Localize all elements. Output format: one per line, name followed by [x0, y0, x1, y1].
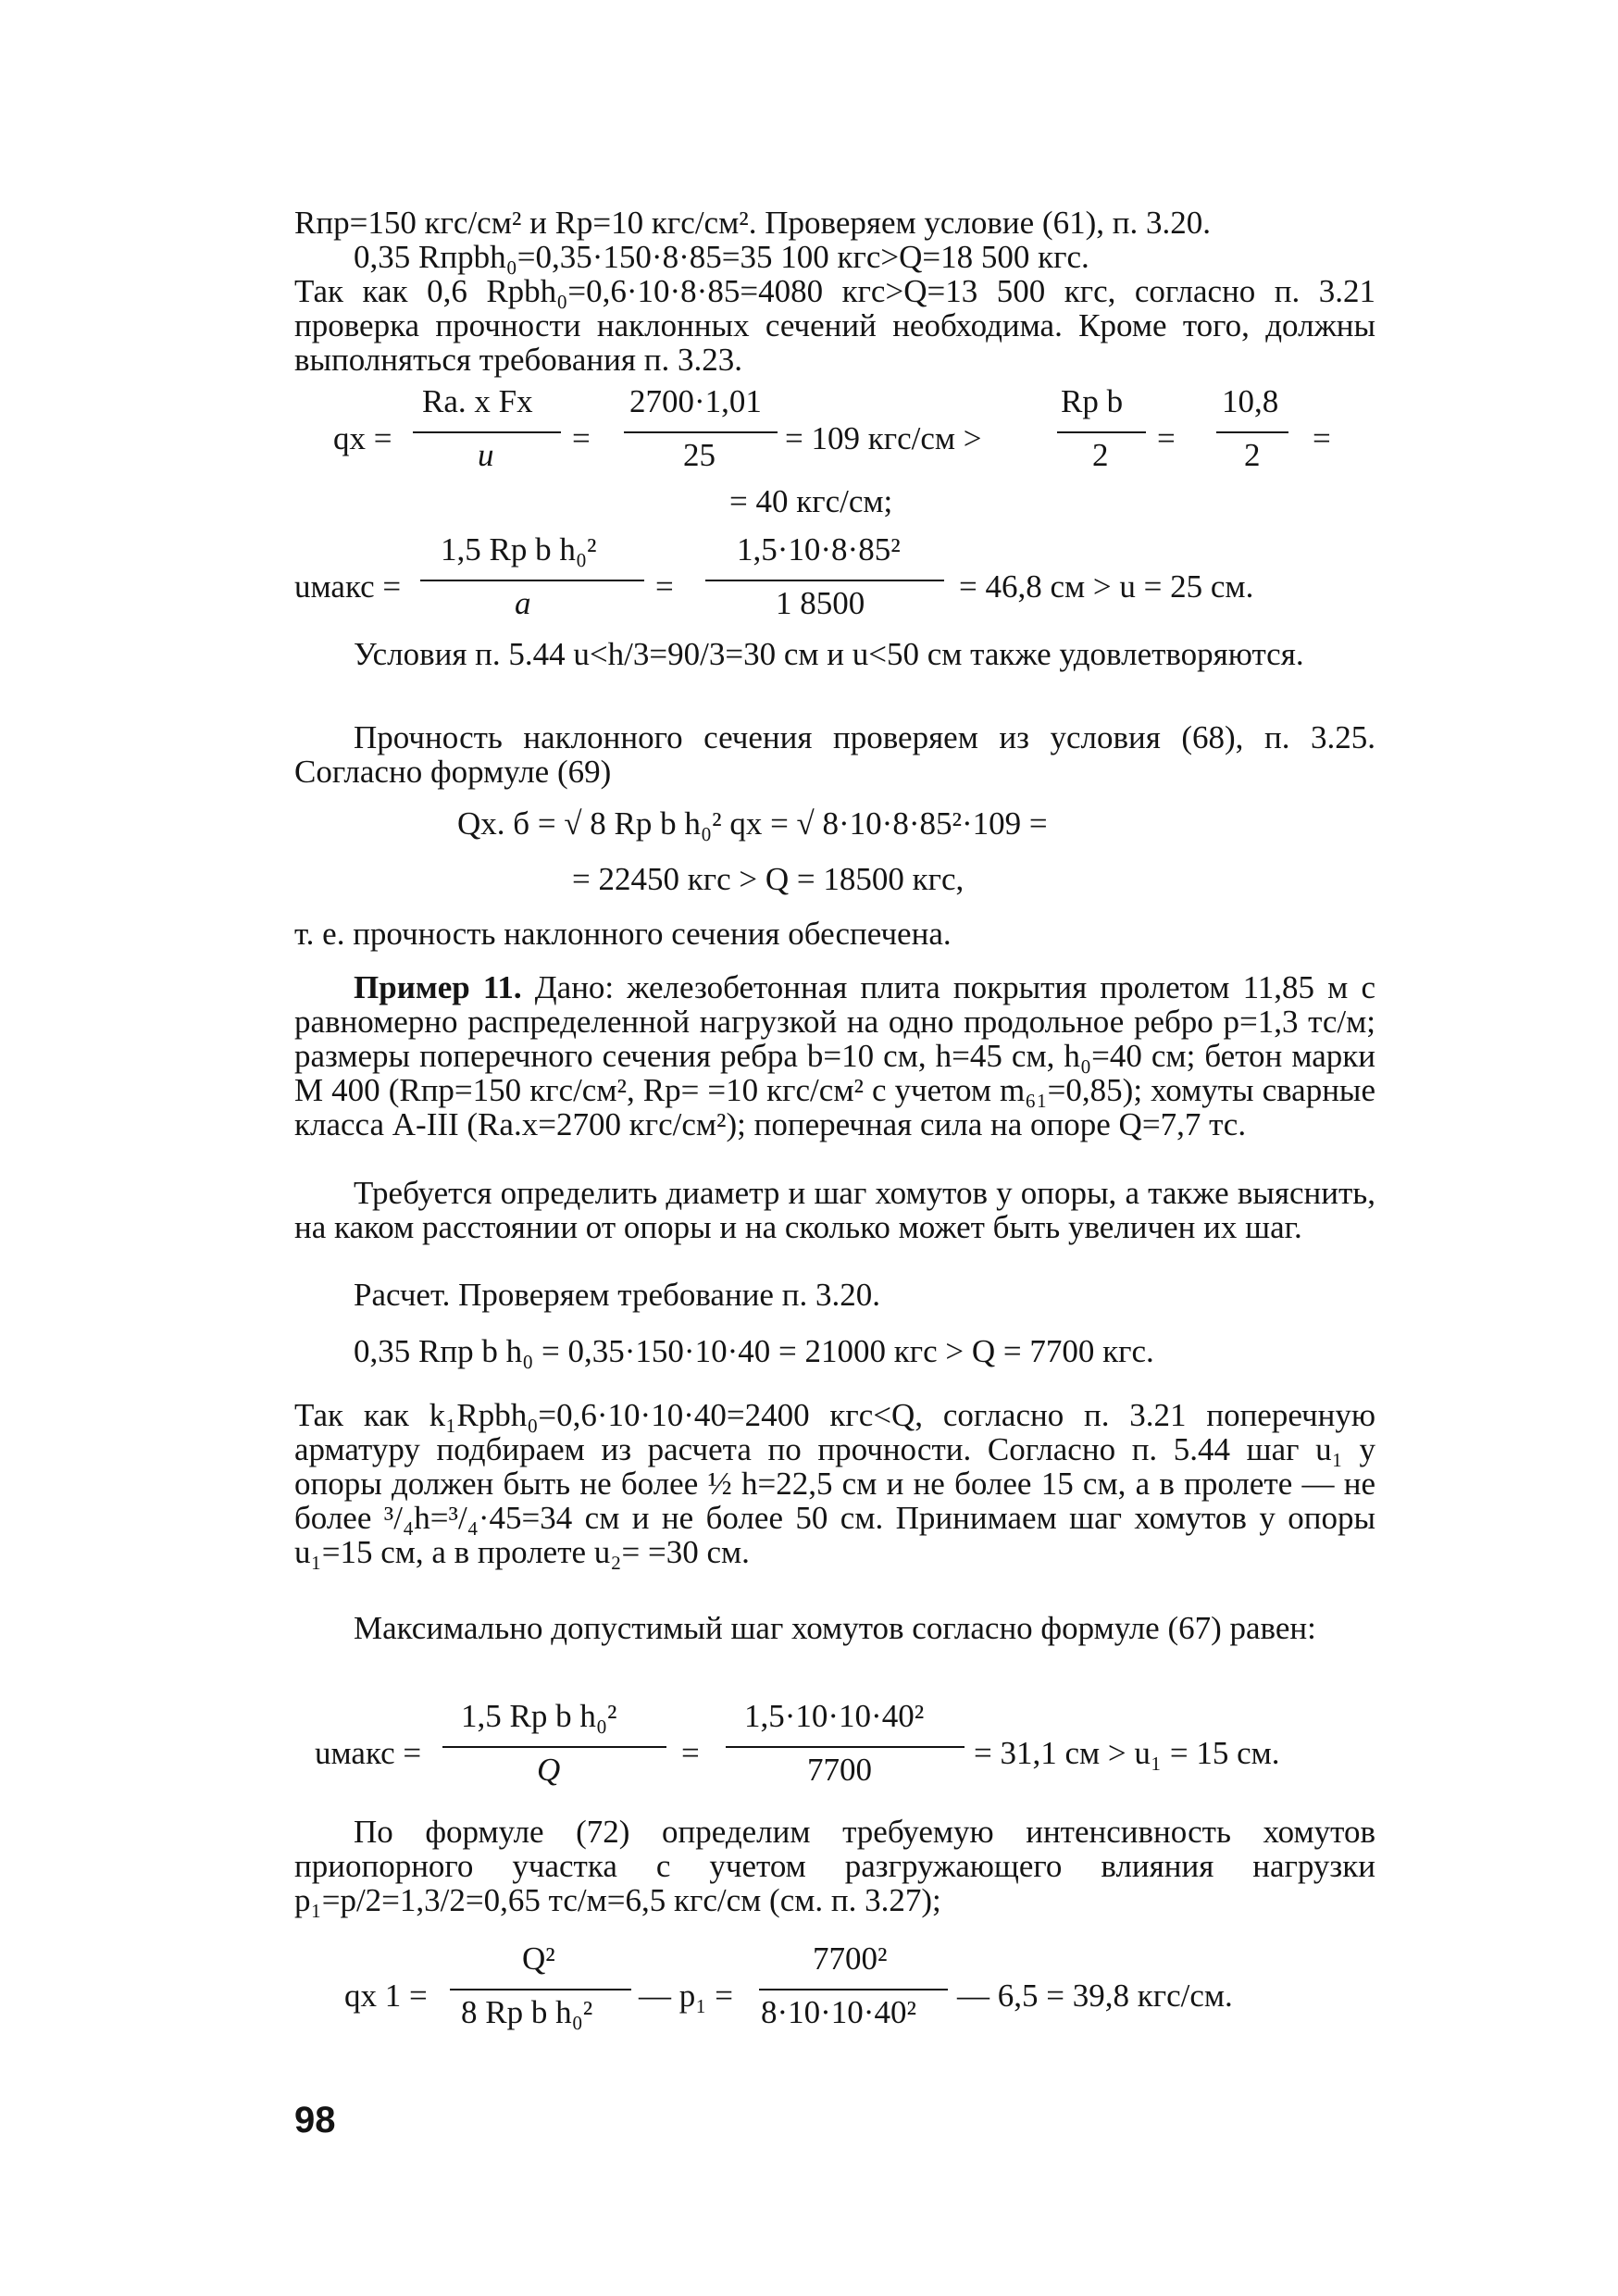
paragraph-example-11 [294, 970, 1375, 1142]
eq-denominator: 7700 [807, 1752, 872, 1788]
eq-denominator: 8·10·10·40² [761, 1994, 916, 2030]
example-body: Дано: железобетонная плита покрытия пролетом 11,85 м с равномерно распределенной нагрузкой на одно продольное ребро p=1,3 тс/м; размеры поперечного сечения ребра b=10 см, h=45 см, h₀=40 см; бетон марки М 400 (Rпр=150 кгс/см², Rр= =10 кгс/см² с учетом m₆₁=0,85); хомуты сварные класса А-III (Rа.х=2700 кгс/см²); поперечная сила на опоре Q=7,7 тс. [294, 969, 1375, 1142]
eq-sign: = [681, 1735, 700, 1771]
eq-tail: = 31,1 см > u₁ = 15 см. [974, 1735, 1280, 1771]
equation-umax-1 [294, 530, 1375, 622]
paragraph-rpr: Rпр=150 кгс/см² и Rр=10 кгс/см². Проверяем условие (61), п. 3.20. [294, 205, 1211, 241]
eq-numerator: 1,5 Rр b h₀² [441, 531, 597, 568]
equation-umax-2 [294, 1696, 1375, 1789]
paragraph-strength-check: Прочность наклонного сечения проверяем из условия (68), п. 3.25. Согласно формуле (69) [294, 719, 1375, 790]
paragraph-formula-72: По формуле (72) определим требуемую интенсивность хомутов приопорного участка с учетом разгружающего влияния нагрузки p₁=p/2=1,3/2=0,65 тс/м=6,5 кгс/см (см. п. 3.27); [294, 1814, 1375, 1918]
eq-middle: = 109 кгс/см > [785, 420, 982, 456]
fraction-bar [624, 431, 778, 433]
eq-line-1: Qх. б = √ 8 Rр b h₀² qх = √ 8·10·8·85²·109 = [457, 805, 1048, 842]
paragraph-calculation: Расчет. Проверяем требование п. 3.20. [354, 1277, 880, 1313]
fraction-bar [413, 431, 561, 433]
eq-sign: = [1157, 420, 1176, 456]
eq-numerator: 1,5·10·10·40² [744, 1698, 925, 1734]
equation-qx1 [294, 1937, 1375, 2039]
eq-sign: = [655, 568, 674, 605]
eq-continuation: = 40 кгс/см; [729, 483, 893, 519]
page-number: 98 [294, 2100, 336, 2140]
paragraph-035-check: 0,35 Rпрbh₀=0,35·150·8·85=35 100 кгс>Q=18 500 кгс. [354, 239, 1089, 275]
eq-denominator: a [515, 585, 531, 621]
eq-denominator: 8 Rр b h₀² [461, 1994, 593, 2030]
eq-lhs: uмакс = [315, 1735, 422, 1771]
fraction-bar [705, 580, 944, 581]
paragraph-conditions: Условия п. 5.44 u<h/3=90/3=30 см и u<50 см также удовлетворяются. [354, 636, 1304, 672]
eq-numerator: Rр b [1061, 383, 1124, 419]
eq-numerator: 7700² [813, 1940, 888, 1977]
eq-numerator: 10,8 [1222, 383, 1279, 419]
eq-numerator: 1,5 Rр b h₀² [461, 1698, 617, 1734]
eq-numerator: Rа. х Fх [422, 383, 533, 419]
fraction-bar [1057, 431, 1146, 433]
fraction-bar [759, 1989, 948, 1990]
eq-lhs: uмакс = [294, 568, 402, 605]
eq-lhs: qх = [333, 420, 392, 456]
fraction-bar [450, 1989, 631, 1990]
fraction-bar [420, 580, 644, 581]
eq-denominator: 1 8500 [776, 585, 865, 621]
eq-middle: — p₁ = [639, 1978, 733, 2014]
paragraph-ensured: т. е. прочность наклонного сечения обеспечена. [294, 916, 952, 952]
paragraph-required: Требуется определить диаметр и шаг хомутов у опоры, а также выяснить, на каком расстоянии от опоры и на сколько может быть увеличен их шаг. [294, 1175, 1375, 1245]
paragraph-since-k1: Так как k₁Rрbh₀=0,6·10·10·40=2400 кгс<Q, согласно п. 3.21 поперечную арматуру подбираем из расчета по прочности. Согласно п. 5.44 шаг u₁ у опоры должен быть не более ½ h=22,5 см и не более 15 см, а в пролете — не более ³/₄h=³/₄·45=34 см и не более 50 см. Принимаем шаг хомутов у опоры u₁=15 см, а в пролете u₂= =30 см. [294, 1397, 1375, 1570]
eq-numerator: 2700·1,01 [629, 383, 762, 419]
fraction-bar [442, 1746, 666, 1748]
eq-line: 0,35 Rпр b h₀ = 0,35·150·10·40 = 21000 кгс > Q = 7700 кгс. [354, 1333, 1154, 1369]
eq-numerator: Q² [522, 1940, 555, 1977]
eq-denominator: 25 [683, 437, 716, 473]
fraction-bar [726, 1746, 965, 1748]
eq-line-2: = 22450 кгс > Q = 18500 кгс, [572, 861, 965, 897]
eq-tail: — 6,5 = 39,8 кгс/см. [957, 1978, 1233, 2014]
eq-denominator: u [478, 437, 494, 473]
eq-denominator: Q [537, 1752, 561, 1788]
paragraph-max-step: Максимально допустимый шаг хомутов согласно формуле (67) равен: [354, 1610, 1316, 1646]
eq-tail: = 46,8 см > u = 25 см. [959, 568, 1254, 605]
equation-qxb [294, 796, 1375, 907]
paragraph-since-06: Так как 0,6 Rрbh₀=0,6·10·8·85=4080 кгс>Q=13 500 кгс, согласно п. 3.21 проверка прочности наклонных сечений необходима. Кроме того, должны выполняться требования п. 3.23. [294, 273, 1375, 378]
fraction-bar [1216, 431, 1288, 433]
equation-qx [294, 380, 1375, 518]
equation-035 [294, 1329, 1375, 1376]
eq-sign: = [572, 420, 591, 456]
example-heading: Пример 11. [354, 969, 522, 1005]
eq-denominator: 2 [1244, 437, 1261, 473]
eq-sign: = [1313, 420, 1331, 456]
eq-denominator: 2 [1092, 437, 1109, 473]
eq-lhs: qх 1 = [344, 1978, 428, 2014]
eq-numerator: 1,5·10·8·85² [737, 531, 901, 568]
